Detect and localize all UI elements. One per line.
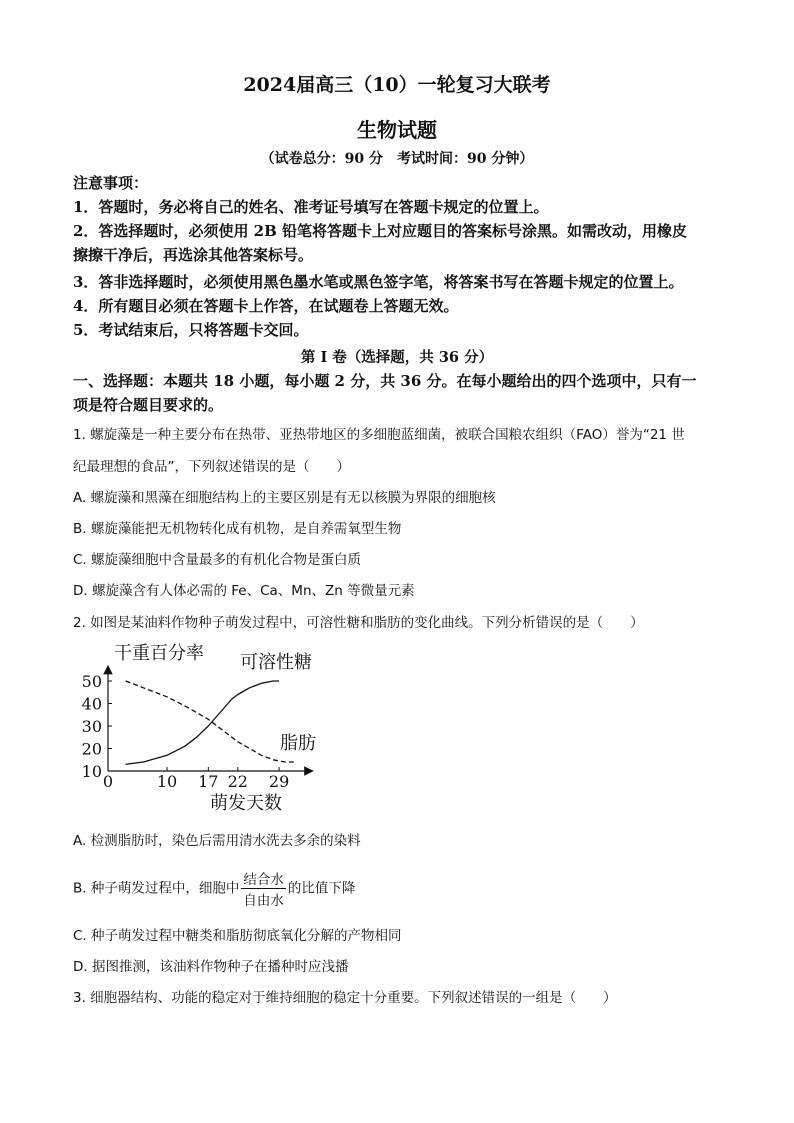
section-instructions-1: 一、选择题：本题共 18 小题，每小题 2 分，共 36 分。在每小题给出的四个选项中，只有一 xyxy=(73,372,697,390)
q1-option-d: D. 螺旋藻含有人体必需的 Fe、Ca、Mn、Zn 等微量元素 xyxy=(73,583,415,599)
section-title: 第 I 卷（选择题，共 36 分） xyxy=(300,349,494,366)
q2-option-c: C. 种子萌发过程中糖类和脂肪彻底氧化分解的产物相同 xyxy=(73,928,402,944)
y-axis-label: 干重百分率 xyxy=(114,643,204,664)
y-tick-label: 30 xyxy=(81,717,102,736)
x-tick-label: 17 xyxy=(198,772,219,791)
q2-option-d: D. 据图推测，该油料作物种子在播种时应浅播 xyxy=(73,959,349,975)
fat-curve xyxy=(126,681,297,762)
q2-option-a: A. 检测脂肪时，染色后需用清水洗去多余的染料 xyxy=(73,833,361,849)
notes-heading: 注意事项： xyxy=(73,174,149,192)
x-tick-label: 29 xyxy=(268,772,290,791)
sugar-series-label: 可溶性糖 xyxy=(240,652,312,673)
q1-option-a: A. 螺旋藻和黑藻在细胞结构上的主要区别是有无以核膜为界限的细胞核 xyxy=(73,490,496,506)
fraction-numerator: 结合水 xyxy=(241,868,286,889)
y-tick-label: 10 xyxy=(81,762,102,781)
q2-option-b-suffix: 的比值下降 xyxy=(287,880,356,897)
x-tick-label: 22 xyxy=(227,772,248,791)
q2-stem: 2. 如图是某油料作物种子萌发过程中，可溶性糖和脂肪的变化曲线。下列分析错误的是（ ） xyxy=(73,615,644,631)
note-3: 3．答非选择题时，必须使用黑色墨水笔或黑色签字笔，将答案书写在答题卡规定的位置上。 xyxy=(73,273,684,291)
fraction-denominator: 自由水 xyxy=(243,893,284,909)
section-instructions-2: 项是符合题目要求的。 xyxy=(73,396,224,414)
y-tick-label: 20 xyxy=(81,739,102,759)
sugar-curve xyxy=(126,681,279,764)
y-tick-label: 50 xyxy=(81,672,102,691)
subject-title: 生物试题 xyxy=(357,118,437,142)
note-4: 4．所有题目必须在答题卡上作答，在试题卷上答题无效。 xyxy=(73,297,459,315)
note-1: 1．答题时，务必将自己的姓名、准考证号填写在答题卡规定的位置上。 xyxy=(73,198,549,216)
x-axis-label: 萌发天数 xyxy=(210,793,282,814)
q2-chart xyxy=(70,636,360,818)
exam-title: 2024届高三（10）一轮复习大联考 xyxy=(243,74,551,96)
water-ratio-fraction xyxy=(241,868,286,909)
note-5: 5．考试结束后，只将答题卡交回。 xyxy=(73,321,309,339)
q1-stem-1: 1. 螺旋藻是一种主要分布在热带、亚热带地区的多细胞蓝细菌，被联合国粮农组织（FAO）誉为“21 世 xyxy=(73,427,685,443)
exam-info: （试卷总分：90 分 考试时间：90 分钟） xyxy=(260,151,534,167)
q1-stem-2: 纪最理想的食品”，下列叙述错误的是（ ） xyxy=(73,459,350,475)
q2-option-b xyxy=(73,868,355,909)
q3-stem: 3. 细胞器结构、功能的稳定对于维持细胞的稳定十分重要。下列叙述错误的一组是（ ） xyxy=(73,990,617,1006)
note-2-cont: 擦擦干净后，再选涂其他答案标号。 xyxy=(73,246,314,264)
y-tick-label: 40 xyxy=(81,694,102,714)
x-tick-label: 0 xyxy=(102,772,114,791)
q1-option-b: B. 螺旋藻能把无机物转化成有机物，是自养需氧型生物 xyxy=(73,521,402,537)
x-tick-label: 10 xyxy=(156,772,178,791)
q2-option-b-prefix: B. 种子萌发过程中，细胞中 xyxy=(73,880,240,897)
q1-option-c: C. 螺旋藻细胞中含量最多的有机化合物是蛋白质 xyxy=(73,552,362,568)
fat-series-label: 脂肪 xyxy=(280,733,316,754)
note-2: 2．答选择题时，必须使用 2B 铅笔将答题卡上对应题目的答案标号涂黑。如需改动，用橡皮 xyxy=(73,222,688,240)
